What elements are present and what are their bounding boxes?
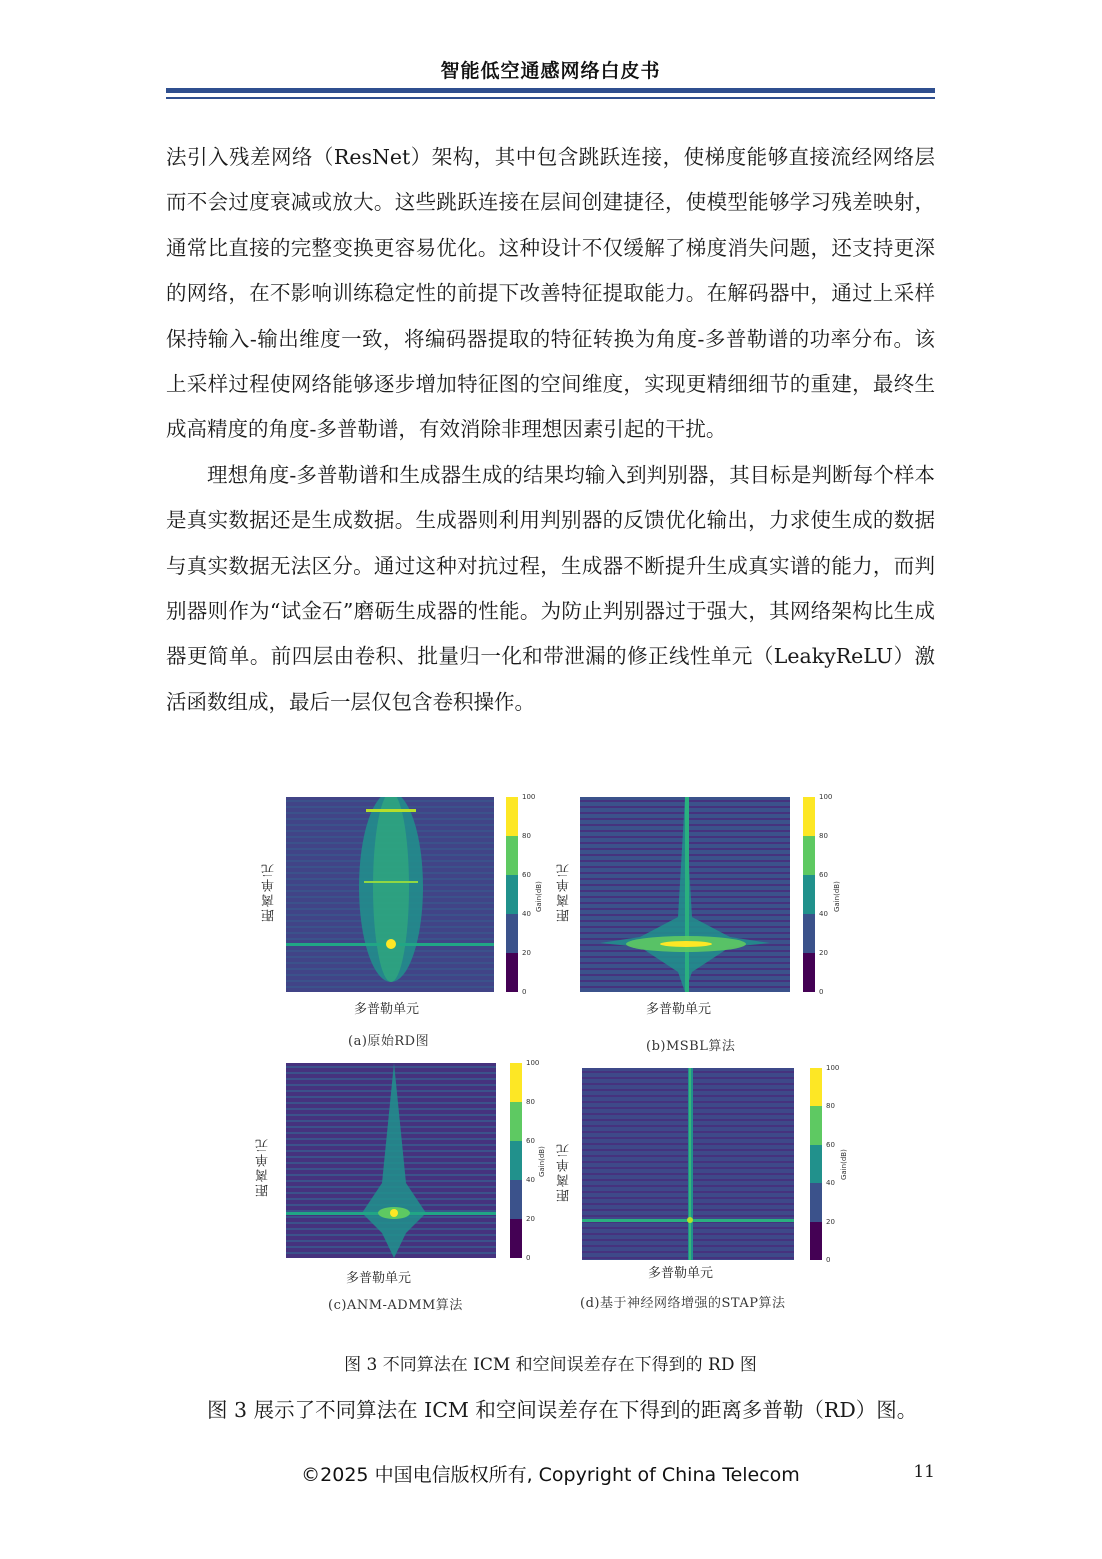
panel-c-xlabel: 多普勒单元 xyxy=(346,1271,412,1286)
panel-a-ylabel: 距离单元 xyxy=(262,862,277,922)
panel-b-colorbar-ticks: 100 80 60 40 20 0 xyxy=(819,793,833,996)
paragraph-3: 图 3 展示了不同算法在 ICM 和空间误差存在下得到的距离多普勒（RD）图。 xyxy=(207,1398,918,1422)
panel-b-xlabel: 多普勒单元 xyxy=(646,1002,712,1017)
panel-a-colorbar xyxy=(506,797,518,992)
paragraph-1: 法引入残差网络（ResNet）架构，其中包含跳跃连接，使梯度能够直接流经网络层而不会过度衰减或放大。这些跳跃连接在层间创建捷径，使模型能够学习残差映射，通常比直接的完整变换更容易优化。这种设计不仅缓解了梯度消失问题，还支持更深的网络，在不影响训练稳定性的前提下改善特征提取能力。在解码器中，通过上采样保持输入-输出维度一致，将编码器提取的特征转换为角度-多普勒谱的功率分布。该上采样过程使网络能够逐步增加特征图的空间维度，实现更精细细节的重建，最终生成高精度的角度-多普勒谱，有效消除非理想因素引起的干扰。 xyxy=(166,145,935,442)
header-rule-thick xyxy=(166,88,935,93)
panel-d-ylabel: 距离单元 xyxy=(557,1142,572,1202)
panel-c-colorbar-label: Gain(dB) xyxy=(538,1146,546,1177)
panel-a-colorbar-ticks: 100 80 60 40 20 0 xyxy=(522,793,536,996)
page-number: 11 xyxy=(913,1462,935,1482)
panel-b-heatmap xyxy=(580,797,790,992)
figure-3 xyxy=(248,780,848,1328)
panel-d-caption: (d)基于神经网络增强的STAP算法 xyxy=(580,1296,786,1311)
panel-d-heatmap xyxy=(582,1068,794,1260)
panel-d-colorbar-label: Gain(dB) xyxy=(840,1149,848,1180)
panel-c xyxy=(248,1055,546,1305)
paragraph-2: 理想角度-多普勒谱和生成器生成的结果均输入到判别器，其目标是判断每个样本是真实数据还是生成数据。生成器则利用判别器的反馈优化输出，力求使生成的数据与真实数据无法区分。通过这种对抗过程，生成器不断提升生成真实谱的能力，而判别器则作为“试金石”磨砺生成器的性能。为防止判别器过于强大，其网络架构比生成器更简单。前四层由卷积、批量归一化和带泄漏的修正线性单元（LeakyReLU）激活函数组成，最后一层仅包含卷积操作。 xyxy=(166,462,935,714)
page-header-title: 智能低空通感网络白皮书 xyxy=(440,60,661,82)
figure-caption: 图 3 不同算法在 ICM 和空间误差存在下得到的 RD 图 xyxy=(344,1355,757,1375)
footer-copyright: ©2025 中国电信版权所有, Copyright of China Telecom xyxy=(301,1464,800,1486)
panel-a-caption: (a)原始RD图 xyxy=(348,1034,430,1049)
panel-d-xlabel: 多普勒单元 xyxy=(648,1266,714,1281)
panel-c-colorbar-ticks: 100 80 60 40 20 0 xyxy=(526,1059,540,1262)
panel-d xyxy=(553,1060,848,1310)
panel-c-caption: (c)ANM-ADMM算法 xyxy=(328,1298,463,1313)
header-rule-thin xyxy=(166,97,935,99)
panel-b-ylabel: 距离单元 xyxy=(557,862,572,922)
panel-c-colorbar xyxy=(510,1063,522,1258)
body-text xyxy=(166,135,935,725)
panel-d-colorbar-ticks: 100 80 60 40 20 0 xyxy=(826,1064,840,1264)
panel-b xyxy=(553,780,843,1030)
panel-c-ylabel: 距离单元 xyxy=(256,1137,271,1197)
panel-d-colorbar xyxy=(810,1068,822,1260)
panel-a-xlabel: 多普勒单元 xyxy=(354,1002,420,1017)
panel-a xyxy=(248,780,543,1030)
panel-a-colorbar-label: Gain(dB) xyxy=(535,881,543,912)
panel-b-colorbar-label: Gain(dB) xyxy=(833,881,841,912)
panel-a-heatmap xyxy=(286,797,494,992)
panel-c-heatmap xyxy=(286,1063,496,1258)
panel-b-colorbar xyxy=(803,797,815,992)
panel-b-caption: (b)MSBL算法 xyxy=(646,1039,736,1054)
